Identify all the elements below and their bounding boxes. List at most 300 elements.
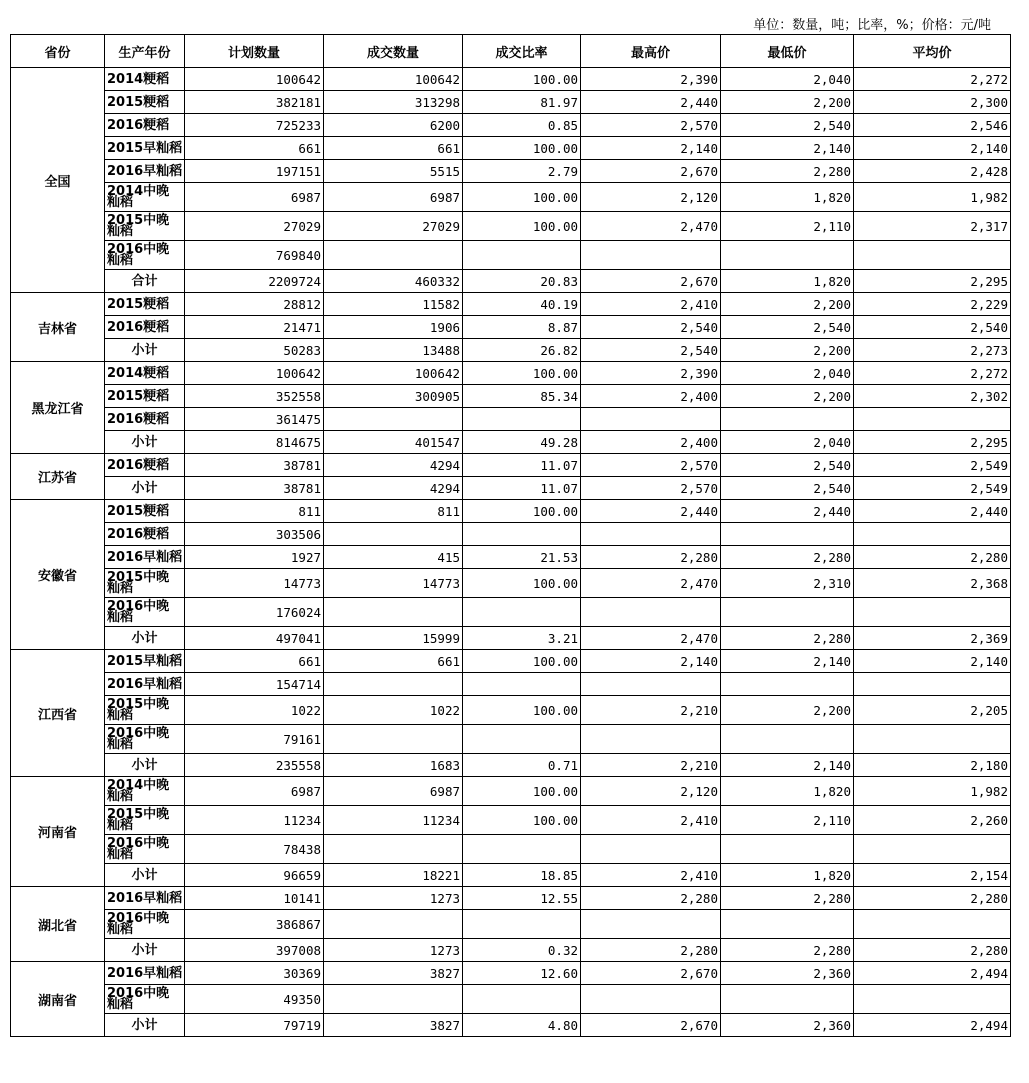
avg-price-cell [854, 523, 1011, 546]
deal-quantity-cell: 811 [324, 500, 463, 523]
year-cell: 2015中晚籼稻 [105, 696, 185, 725]
min-price-cell [721, 241, 854, 270]
max-price-cell: 2,540 [581, 316, 721, 339]
max-price-cell: 2,570 [581, 454, 721, 477]
max-price-cell: 2,120 [581, 777, 721, 806]
min-price-cell: 2,200 [721, 385, 854, 408]
province-cell: 河南省 [11, 777, 105, 887]
deal-quantity-cell: 6200 [324, 114, 463, 137]
province-cell: 江苏省 [11, 454, 105, 500]
plan-quantity-cell: 100642 [185, 68, 324, 91]
year-cell: 2016早籼稻 [105, 962, 185, 985]
table-row [11, 477, 1011, 500]
min-price-cell: 2,280 [721, 627, 854, 650]
header-province: 省份 [11, 35, 105, 68]
table-row [11, 725, 1011, 754]
year-cell: 2015粳稻 [105, 91, 185, 114]
deal-ratio-cell: 21.53 [463, 546, 581, 569]
plan-quantity-cell: 235558 [185, 754, 324, 777]
table-row [11, 887, 1011, 910]
table-row [11, 754, 1011, 777]
year-cell: 小计 [105, 339, 185, 362]
deal-ratio-cell: 18.85 [463, 864, 581, 887]
plan-quantity-cell: 352558 [185, 385, 324, 408]
header-plan-quantity: 计划数量 [185, 35, 324, 68]
plan-quantity-cell: 397008 [185, 939, 324, 962]
year-cell: 小计 [105, 939, 185, 962]
deal-ratio-cell: 4.80 [463, 1014, 581, 1037]
avg-price-cell: 2,140 [854, 137, 1011, 160]
year-cell: 小计 [105, 864, 185, 887]
plan-quantity-cell: 11234 [185, 806, 324, 835]
avg-price-cell: 2,205 [854, 696, 1011, 725]
plan-quantity-cell: 382181 [185, 91, 324, 114]
avg-price-cell [854, 598, 1011, 627]
max-price-cell: 2,280 [581, 546, 721, 569]
header-deal-ratio: 成交比率 [463, 35, 581, 68]
avg-price-cell: 2,280 [854, 887, 1011, 910]
plan-quantity-cell: 1927 [185, 546, 324, 569]
avg-price-cell: 2,494 [854, 962, 1011, 985]
min-price-cell [721, 835, 854, 864]
deal-ratio-cell: 26.82 [463, 339, 581, 362]
deal-ratio-cell [463, 985, 581, 1014]
max-price-cell: 2,670 [581, 1014, 721, 1037]
year-cell: 小计 [105, 477, 185, 500]
table-row [11, 523, 1011, 546]
header-avg-price: 平均价 [854, 35, 1011, 68]
deal-quantity-cell [324, 598, 463, 627]
plan-quantity-cell: 49350 [185, 985, 324, 1014]
deal-quantity-cell [324, 241, 463, 270]
deal-quantity-cell [324, 985, 463, 1014]
table-row [11, 431, 1011, 454]
max-price-cell: 2,280 [581, 887, 721, 910]
min-price-cell: 2,200 [721, 696, 854, 725]
year-cell: 合计 [105, 270, 185, 293]
header-year: 生产年份 [105, 35, 185, 68]
deal-quantity-cell [324, 408, 463, 431]
plan-quantity-cell: 303506 [185, 523, 324, 546]
max-price-cell [581, 673, 721, 696]
table-row [11, 270, 1011, 293]
min-price-cell: 2,110 [721, 212, 854, 241]
year-cell: 2015中晚籼稻 [105, 569, 185, 598]
deal-quantity-cell: 1683 [324, 754, 463, 777]
deal-quantity-cell: 661 [324, 650, 463, 673]
year-cell: 2014粳稻 [105, 362, 185, 385]
plan-quantity-cell: 14773 [185, 569, 324, 598]
year-cell: 2016粳稻 [105, 114, 185, 137]
max-price-cell: 2,140 [581, 137, 721, 160]
year-cell: 小计 [105, 431, 185, 454]
deal-quantity-cell: 11582 [324, 293, 463, 316]
deal-ratio-cell [463, 241, 581, 270]
province-cell: 江西省 [11, 650, 105, 777]
year-cell: 2016粳稻 [105, 523, 185, 546]
deal-quantity-cell: 11234 [324, 806, 463, 835]
plan-quantity-cell: 10141 [185, 887, 324, 910]
year-cell: 2014中晚籼稻 [105, 183, 185, 212]
table-row [11, 627, 1011, 650]
min-price-cell: 2,280 [721, 887, 854, 910]
min-price-cell: 2,440 [721, 500, 854, 523]
auction-results-table [10, 34, 1011, 1037]
year-cell: 2016粳稻 [105, 316, 185, 339]
deal-quantity-cell: 100642 [324, 362, 463, 385]
deal-ratio-cell: 8.87 [463, 316, 581, 339]
deal-quantity-cell: 14773 [324, 569, 463, 598]
province-cell: 湖南省 [11, 962, 105, 1037]
deal-ratio-cell: 100.00 [463, 650, 581, 673]
table-row [11, 864, 1011, 887]
max-price-cell: 2,410 [581, 864, 721, 887]
deal-quantity-cell: 6987 [324, 777, 463, 806]
table-row [11, 91, 1011, 114]
min-price-cell: 2,200 [721, 293, 854, 316]
table-row [11, 910, 1011, 939]
max-price-cell: 2,540 [581, 339, 721, 362]
avg-price-cell: 2,273 [854, 339, 1011, 362]
deal-ratio-cell: 0.32 [463, 939, 581, 962]
deal-quantity-cell: 1022 [324, 696, 463, 725]
table-row [11, 114, 1011, 137]
year-cell: 2015粳稻 [105, 385, 185, 408]
min-price-cell: 1,820 [721, 270, 854, 293]
min-price-cell: 2,110 [721, 806, 854, 835]
min-price-cell [721, 408, 854, 431]
min-price-cell [721, 910, 854, 939]
table-row [11, 68, 1011, 91]
plan-quantity-cell: 6987 [185, 183, 324, 212]
avg-price-cell [854, 241, 1011, 270]
table-row [11, 777, 1011, 806]
min-price-cell: 2,280 [721, 546, 854, 569]
avg-price-cell: 2,140 [854, 650, 1011, 673]
deal-quantity-cell: 6987 [324, 183, 463, 212]
deal-quantity-cell: 100642 [324, 68, 463, 91]
avg-price-cell: 2,272 [854, 362, 1011, 385]
plan-quantity-cell: 38781 [185, 454, 324, 477]
avg-price-cell: 2,302 [854, 385, 1011, 408]
year-cell: 2014中晚籼稻 [105, 777, 185, 806]
deal-ratio-cell: 100.00 [463, 696, 581, 725]
header-max-price: 最高价 [581, 35, 721, 68]
province-cell: 全国 [11, 68, 105, 293]
max-price-cell: 2,280 [581, 939, 721, 962]
year-cell: 2014粳稻 [105, 68, 185, 91]
table-row [11, 985, 1011, 1014]
year-cell: 小计 [105, 754, 185, 777]
plan-quantity-cell: 814675 [185, 431, 324, 454]
year-cell: 2015粳稻 [105, 293, 185, 316]
year-cell: 2016粳稻 [105, 408, 185, 431]
plan-quantity-cell: 27029 [185, 212, 324, 241]
year-cell: 2016早籼稻 [105, 160, 185, 183]
max-price-cell [581, 408, 721, 431]
table-row [11, 316, 1011, 339]
deal-ratio-cell: 11.07 [463, 454, 581, 477]
max-price-cell: 2,390 [581, 362, 721, 385]
avg-price-cell: 2,428 [854, 160, 1011, 183]
deal-quantity-cell: 3827 [324, 1014, 463, 1037]
avg-price-cell: 2,295 [854, 270, 1011, 293]
deal-quantity-cell [324, 910, 463, 939]
min-price-cell: 1,820 [721, 864, 854, 887]
year-cell: 2015早籼稻 [105, 650, 185, 673]
avg-price-cell: 2,540 [854, 316, 1011, 339]
table-row [11, 293, 1011, 316]
max-price-cell: 2,210 [581, 696, 721, 725]
deal-quantity-cell: 1273 [324, 887, 463, 910]
year-cell: 2016早籼稻 [105, 673, 185, 696]
year-cell: 2015早籼稻 [105, 137, 185, 160]
avg-price-cell [854, 985, 1011, 1014]
year-cell: 2016中晚籼稻 [105, 985, 185, 1014]
avg-price-cell [854, 408, 1011, 431]
deal-ratio-cell: 49.28 [463, 431, 581, 454]
deal-ratio-cell: 100.00 [463, 68, 581, 91]
avg-price-cell: 2,440 [854, 500, 1011, 523]
max-price-cell: 2,470 [581, 569, 721, 598]
deal-quantity-cell: 313298 [324, 91, 463, 114]
avg-price-cell: 2,280 [854, 546, 1011, 569]
deal-ratio-cell [463, 408, 581, 431]
min-price-cell: 2,040 [721, 431, 854, 454]
max-price-cell: 2,440 [581, 500, 721, 523]
deal-ratio-cell: 81.97 [463, 91, 581, 114]
deal-quantity-cell: 4294 [324, 454, 463, 477]
deal-ratio-cell: 100.00 [463, 137, 581, 160]
year-cell: 2016中晚籼稻 [105, 835, 185, 864]
avg-price-cell [854, 673, 1011, 696]
deal-quantity-cell: 27029 [324, 212, 463, 241]
min-price-cell: 2,360 [721, 962, 854, 985]
deal-ratio-cell: 0.85 [463, 114, 581, 137]
min-price-cell: 2,200 [721, 91, 854, 114]
table-row [11, 408, 1011, 431]
deal-ratio-cell: 20.83 [463, 270, 581, 293]
year-cell: 小计 [105, 1014, 185, 1037]
max-price-cell [581, 241, 721, 270]
plan-quantity-cell: 21471 [185, 316, 324, 339]
table-row [11, 1014, 1011, 1037]
province-cell: 吉林省 [11, 293, 105, 362]
plan-quantity-cell: 661 [185, 650, 324, 673]
max-price-cell: 2,570 [581, 114, 721, 137]
deal-quantity-cell: 401547 [324, 431, 463, 454]
avg-price-cell: 1,982 [854, 183, 1011, 212]
table-row [11, 500, 1011, 523]
max-price-cell [581, 910, 721, 939]
avg-price-cell: 2,369 [854, 627, 1011, 650]
avg-price-cell: 2,280 [854, 939, 1011, 962]
avg-price-cell: 2,546 [854, 114, 1011, 137]
avg-price-cell [854, 835, 1011, 864]
plan-quantity-cell: 78438 [185, 835, 324, 864]
province-cell: 湖北省 [11, 887, 105, 962]
max-price-cell: 2,470 [581, 212, 721, 241]
avg-price-cell: 2,180 [854, 754, 1011, 777]
plan-quantity-cell: 176024 [185, 598, 324, 627]
table-row [11, 806, 1011, 835]
avg-price-cell: 2,300 [854, 91, 1011, 114]
avg-price-cell: 2,317 [854, 212, 1011, 241]
table-row [11, 385, 1011, 408]
table-row [11, 962, 1011, 985]
deal-ratio-cell: 12.60 [463, 962, 581, 985]
table-row [11, 696, 1011, 725]
avg-price-cell [854, 910, 1011, 939]
avg-price-cell: 2,494 [854, 1014, 1011, 1037]
avg-price-cell: 2,260 [854, 806, 1011, 835]
deal-ratio-cell [463, 673, 581, 696]
deal-ratio-cell: 3.21 [463, 627, 581, 650]
min-price-cell: 1,820 [721, 777, 854, 806]
deal-quantity-cell [324, 835, 463, 864]
plan-quantity-cell: 28812 [185, 293, 324, 316]
province-cell: 黑龙江省 [11, 362, 105, 454]
deal-ratio-cell: 2.79 [463, 160, 581, 183]
deal-quantity-cell: 3827 [324, 962, 463, 985]
plan-quantity-cell: 361475 [185, 408, 324, 431]
plan-quantity-cell: 154714 [185, 673, 324, 696]
min-price-cell: 2,140 [721, 137, 854, 160]
plan-quantity-cell: 38781 [185, 477, 324, 500]
table-row [11, 939, 1011, 962]
plan-quantity-cell: 79719 [185, 1014, 324, 1037]
min-price-cell: 2,360 [721, 1014, 854, 1037]
min-price-cell: 2,200 [721, 339, 854, 362]
deal-quantity-cell: 5515 [324, 160, 463, 183]
min-price-cell: 2,140 [721, 650, 854, 673]
max-price-cell [581, 725, 721, 754]
deal-quantity-cell: 4294 [324, 477, 463, 500]
min-price-cell: 2,040 [721, 68, 854, 91]
avg-price-cell: 2,549 [854, 477, 1011, 500]
deal-quantity-cell [324, 673, 463, 696]
max-price-cell: 2,400 [581, 385, 721, 408]
avg-price-cell: 2,272 [854, 68, 1011, 91]
max-price-cell: 2,670 [581, 160, 721, 183]
province-cell: 安徽省 [11, 500, 105, 650]
table-row [11, 241, 1011, 270]
table-row [11, 546, 1011, 569]
plan-quantity-cell: 811 [185, 500, 324, 523]
plan-quantity-cell: 2209724 [185, 270, 324, 293]
deal-quantity-cell: 415 [324, 546, 463, 569]
year-cell: 2016中晚籼稻 [105, 598, 185, 627]
deal-quantity-cell [324, 523, 463, 546]
avg-price-cell: 1,982 [854, 777, 1011, 806]
min-price-cell: 2,540 [721, 316, 854, 339]
max-price-cell: 2,210 [581, 754, 721, 777]
deal-quantity-cell: 661 [324, 137, 463, 160]
year-cell: 2016早籼稻 [105, 887, 185, 910]
year-cell: 2016中晚籼稻 [105, 725, 185, 754]
max-price-cell [581, 598, 721, 627]
max-price-cell: 2,120 [581, 183, 721, 212]
deal-quantity-cell: 15999 [324, 627, 463, 650]
max-price-cell: 2,670 [581, 962, 721, 985]
plan-quantity-cell: 725233 [185, 114, 324, 137]
deal-ratio-cell: 100.00 [463, 183, 581, 212]
table-row [11, 339, 1011, 362]
year-cell: 2015中晚籼稻 [105, 806, 185, 835]
deal-ratio-cell: 85.34 [463, 385, 581, 408]
plan-quantity-cell: 386867 [185, 910, 324, 939]
plan-quantity-cell: 50283 [185, 339, 324, 362]
max-price-cell: 2,390 [581, 68, 721, 91]
table-row [11, 673, 1011, 696]
deal-ratio-cell [463, 598, 581, 627]
table-row [11, 454, 1011, 477]
max-price-cell: 2,570 [581, 477, 721, 500]
max-price-cell: 2,410 [581, 806, 721, 835]
year-cell: 2016早籼稻 [105, 546, 185, 569]
deal-ratio-cell [463, 523, 581, 546]
plan-quantity-cell: 96659 [185, 864, 324, 887]
min-price-cell [721, 523, 854, 546]
max-price-cell: 2,670 [581, 270, 721, 293]
max-price-cell: 2,410 [581, 293, 721, 316]
min-price-cell [721, 598, 854, 627]
max-price-cell: 2,470 [581, 627, 721, 650]
year-cell: 2016粳稻 [105, 454, 185, 477]
avg-price-cell: 2,154 [854, 864, 1011, 887]
year-cell: 2015粳稻 [105, 500, 185, 523]
table-row [11, 137, 1011, 160]
deal-ratio-cell: 12.55 [463, 887, 581, 910]
table-row [11, 569, 1011, 598]
year-cell: 2016中晚籼稻 [105, 241, 185, 270]
header-min-price: 最低价 [721, 35, 854, 68]
header-deal-quantity: 成交数量 [324, 35, 463, 68]
avg-price-cell: 2,368 [854, 569, 1011, 598]
deal-quantity-cell: 1906 [324, 316, 463, 339]
plan-quantity-cell: 1022 [185, 696, 324, 725]
deal-ratio-cell: 100.00 [463, 569, 581, 598]
avg-price-cell: 2,549 [854, 454, 1011, 477]
plan-quantity-cell: 769840 [185, 241, 324, 270]
deal-ratio-cell: 100.00 [463, 500, 581, 523]
plan-quantity-cell: 197151 [185, 160, 324, 183]
table-row [11, 160, 1011, 183]
table-row [11, 650, 1011, 673]
deal-ratio-cell: 11.07 [463, 477, 581, 500]
deal-ratio-cell [463, 725, 581, 754]
year-cell: 2016中晚籼稻 [105, 910, 185, 939]
deal-quantity-cell: 300905 [324, 385, 463, 408]
header-row [11, 35, 1011, 68]
deal-ratio-cell: 40.19 [463, 293, 581, 316]
plan-quantity-cell: 79161 [185, 725, 324, 754]
avg-price-cell [854, 725, 1011, 754]
max-price-cell [581, 523, 721, 546]
max-price-cell: 2,440 [581, 91, 721, 114]
deal-ratio-cell [463, 835, 581, 864]
min-price-cell: 2,040 [721, 362, 854, 385]
min-price-cell: 2,280 [721, 160, 854, 183]
min-price-cell [721, 725, 854, 754]
max-price-cell [581, 835, 721, 864]
plan-quantity-cell: 30369 [185, 962, 324, 985]
min-price-cell: 2,280 [721, 939, 854, 962]
table-row [11, 835, 1011, 864]
deal-quantity-cell: 1273 [324, 939, 463, 962]
max-price-cell [581, 985, 721, 1014]
year-cell: 小计 [105, 627, 185, 650]
